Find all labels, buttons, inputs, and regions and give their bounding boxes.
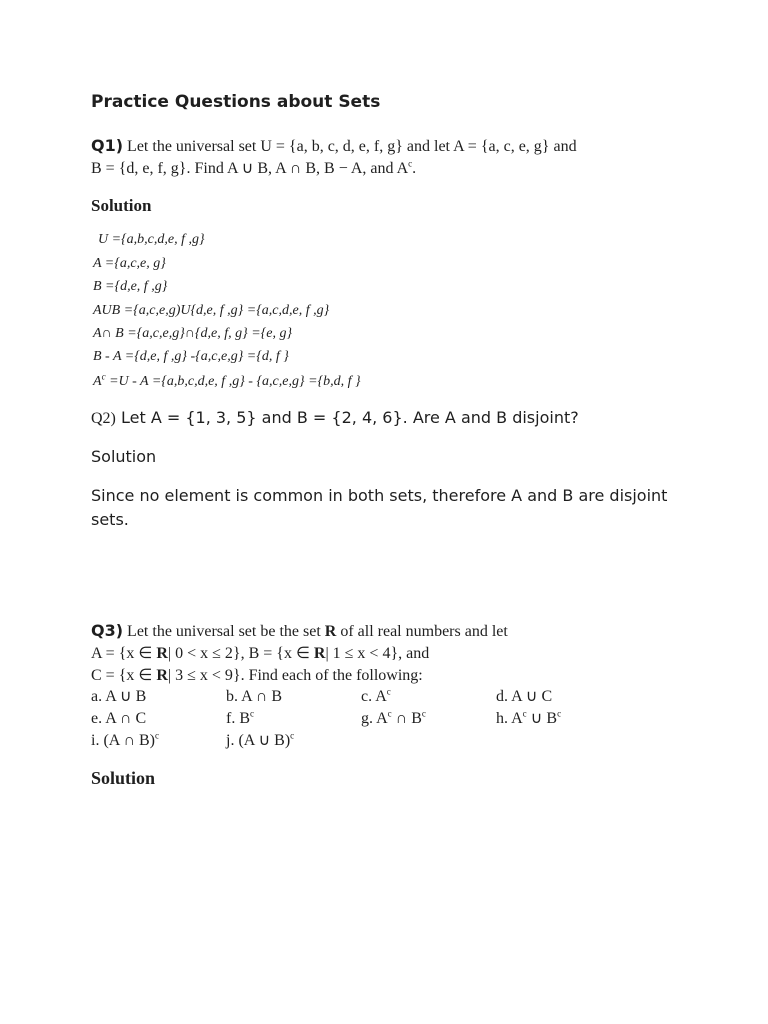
items-row [91,686,671,708]
question-1-label: Q1) [91,136,124,155]
item-b: b. A ∩ B [226,688,283,705]
solution-1-heading: Solution [91,196,152,215]
question-2-label: Q2) [91,410,116,427]
item-f: f. $B^c$ [226,708,254,727]
q1-solution-line: U ={a,b,c,d,e, f ,g} [98,232,205,247]
solution-3-heading: Solution [91,768,156,788]
page-title: Practice Questions about Sets [91,92,381,112]
question-1 [91,135,651,180]
question-3-line-3: C = {x ∈ R| 3 ≤ x < 9}. Find each of the following: [91,667,423,684]
item-j: j. (A ∪ B)$^c$ [226,730,295,749]
item-g: g. $A^c$ ∩ $B^c$ [361,708,426,727]
item-e: e. A ∩ C [91,710,147,727]
item-i: i. (A ∩ B)$^c$ [91,730,159,749]
question-3-line-1: Let the universal set be the set R of all real numbers and let [123,623,508,640]
q1-solution-line: B ={d,e, f ,g} [93,279,168,294]
q1-solution-line: A ={a,c,e, g} [93,256,166,271]
item-a: a. A ∪ B [91,688,147,705]
question-1-line-2: B = {d, e, f, g}. Find A ∪ B, A ∩ B, B − A, and $A^c$. [91,158,417,177]
items-row [91,708,671,730]
question-3-label: Q3) [91,621,124,640]
items-row [91,730,671,752]
solution-2-heading: Solution [91,447,157,466]
question-3 [91,620,671,687]
item-c: c. $A^c$ [361,686,391,705]
q1-solution-line: AUB ={a,c,e,g)U{d,e, f ,g} ={a,c,d,e, f ,g} [93,303,330,318]
q1-solution-line: B - A ={d,e, f ,g} -{a,c,e,g} ={d, f } [93,349,289,364]
question-1-line-1: Let the universal set U = {a, b, c, d, e, f, g} and let A = {a, c, e, g} and [127,138,577,155]
q1-solution-line: $A^c =U - A =\{a,b,c,d,e$, f ,g} - {a,c,e,g} ={b,d, f } [93,371,361,389]
question-3-line-2: A = {x ∈ R| 0 < x ≤ 2}, B = {x ∈ R| 1 ≤ x < 4}, and [91,645,430,662]
item-d: d. A ∪ C [496,688,553,705]
question-2 [91,408,579,428]
item-h: h. $A^c$ ∪ $B^c$ [496,708,562,727]
question-2-answer: Since no element is common in both sets, therefore A and B are disjoint sets. [91,486,668,529]
question-3-items [91,686,671,752]
question-2-text: Let A = {1, 3, 5} and B = {2, 4, 6}. Are A and B disjoint? [115,408,579,427]
q1-solution-line: A∩ B ={a,c,e,g}∩{d,e, f, g} ={e, g} [93,326,293,341]
